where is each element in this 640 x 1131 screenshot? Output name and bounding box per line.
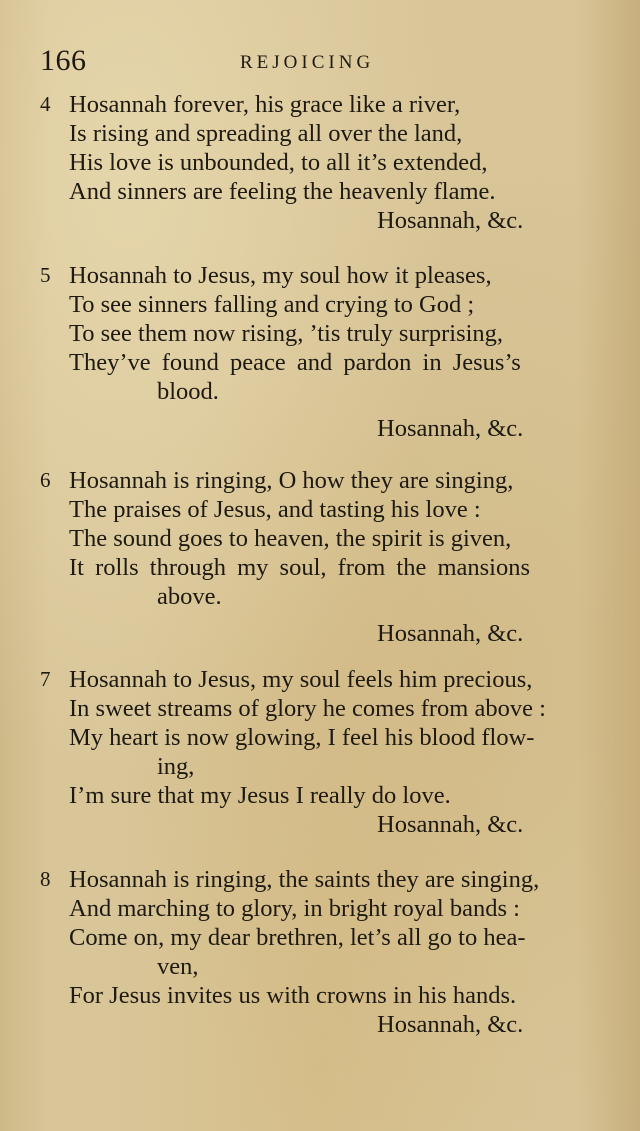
line-text: Hosannah forever, his grace like a river, — [69, 91, 461, 118]
stanza-line — [40, 865, 620, 894]
stanza-line — [40, 495, 620, 524]
stanza-line — [40, 90, 620, 119]
line-text: Come on, my dear brethren, let’s all go to hea- — [69, 924, 526, 951]
verse-number: 8 — [40, 867, 51, 891]
line-text: For Jesus invites us with crowns in his hands. — [69, 982, 517, 1009]
line-text: It rolls through my soul, from the mansions — [69, 554, 530, 581]
line-text: In sweet streams of glory he comes from above : — [69, 695, 546, 722]
stanza-6 — [40, 466, 620, 648]
line-text: The praises of Jesus, and tasting his love : — [69, 496, 481, 523]
stanza-line — [40, 665, 620, 694]
stanza-line — [40, 524, 620, 553]
line-text: Hosannah to Jesus, my soul feels him precious, — [69, 666, 533, 693]
refrain: Hosannah, &c. — [377, 207, 524, 234]
stanza-line — [40, 119, 620, 148]
line-text: To see them now rising, ’tis truly surprising, — [69, 320, 504, 347]
line-text: My heart is now glowing, I feel his blood flow- — [69, 724, 535, 751]
stanza-line — [40, 723, 620, 752]
section-title: REJOICING — [240, 52, 375, 73]
stanza-line — [40, 261, 620, 290]
line-text: above. — [157, 583, 222, 610]
stanza-line — [40, 148, 620, 177]
stanza-line — [40, 290, 620, 319]
line-text: To see sinners falling and crying to God ; — [69, 291, 475, 318]
verse-number: 6 — [40, 468, 51, 492]
stanza-line-continuation — [40, 582, 620, 611]
stanza-line — [40, 694, 620, 723]
stanza-line — [40, 781, 620, 810]
verse-number: 5 — [40, 263, 51, 287]
stanza-line-continuation — [40, 752, 620, 781]
line-text: blood. — [157, 378, 219, 405]
refrain: Hosannah, &c. — [377, 811, 524, 838]
running-head — [40, 44, 600, 84]
page-number: 166 — [40, 44, 87, 77]
verse-number: 4 — [40, 92, 51, 116]
stanza-line — [40, 981, 620, 1010]
line-text: I’m sure that my Jesus I really do love. — [69, 782, 451, 809]
stanza-7 — [40, 665, 620, 839]
stanza-line — [40, 177, 620, 206]
line-text: His love is unbounded, to all it’s extended, — [69, 149, 488, 176]
line-text: ven, — [157, 953, 199, 980]
line-text: Hosannah to Jesus, my soul how it pleases, — [69, 262, 492, 289]
line-text: Hosannah is ringing, the saints they are singing, — [69, 866, 540, 893]
line-text: And marching to glory, in bright royal bands : — [69, 895, 520, 922]
stanza-8 — [40, 865, 620, 1039]
line-text: ing, — [157, 753, 195, 780]
stanza-line — [40, 923, 620, 952]
stanza-line — [40, 319, 620, 348]
stanza-line — [40, 348, 620, 377]
refrain: Hosannah, &c. — [377, 1011, 524, 1038]
stanza-line — [40, 894, 620, 923]
line-text: The sound goes to heaven, the spirit is given, — [69, 525, 512, 552]
line-text: And sinners are feeling the heavenly flame. — [69, 178, 496, 205]
line-text: They’ve found peace and pardon in Jesus’s — [69, 349, 521, 376]
stanza-line-continuation — [40, 952, 620, 981]
refrain: Hosannah, &c. — [377, 620, 524, 647]
line-text: Is rising and spreading all over the land, — [69, 120, 463, 147]
stanza-4 — [40, 90, 620, 235]
line-text: Hosannah is ringing, O how they are singing, — [69, 467, 514, 494]
stanza-line-continuation — [40, 377, 620, 406]
stanza-5 — [40, 261, 620, 443]
stanza-line — [40, 466, 620, 495]
refrain: Hosannah, &c. — [377, 415, 524, 442]
verse-number: 7 — [40, 667, 51, 691]
stanza-line — [40, 553, 620, 582]
